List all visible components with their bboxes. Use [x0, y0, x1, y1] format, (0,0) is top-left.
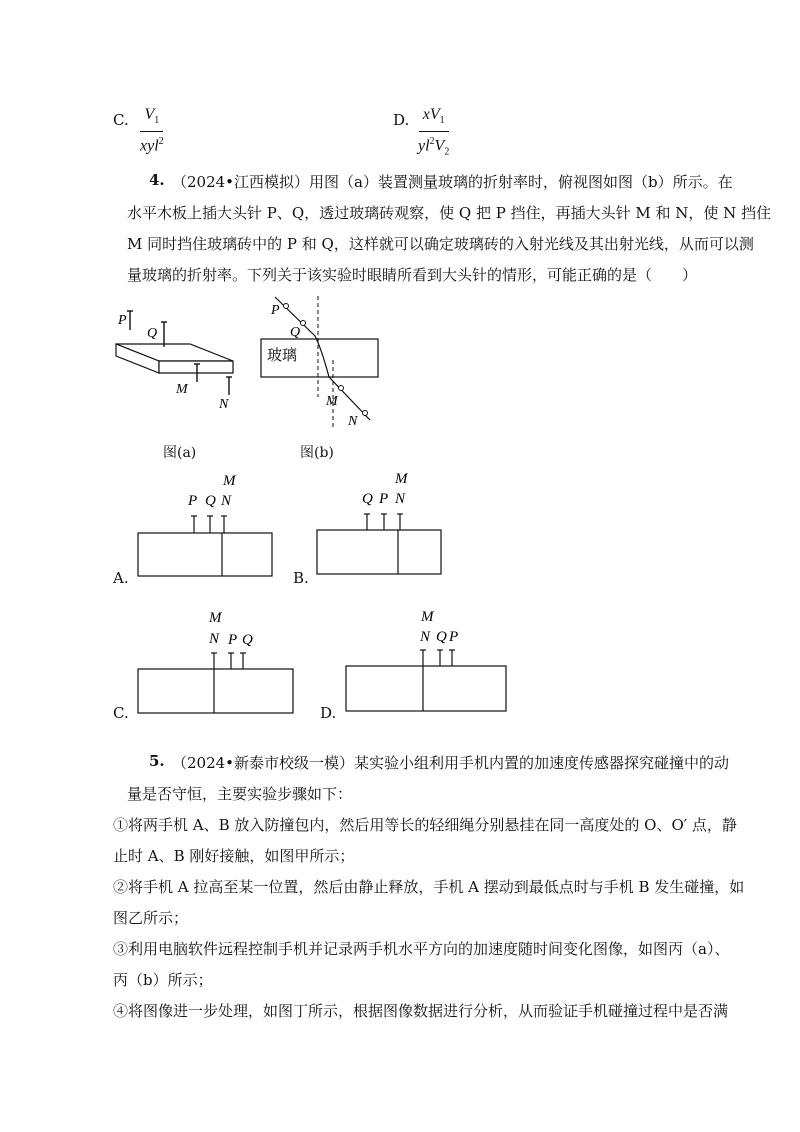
- pin-q-label: Q: [147, 326, 158, 341]
- d-den-b: V: [434, 137, 445, 155]
- d-top-label: M: [421, 609, 434, 625]
- c-top-label: M: [209, 610, 222, 626]
- q5-number: 5.: [149, 752, 165, 770]
- fig-b-n-label: N: [348, 414, 358, 429]
- q5-step-3-line-2: 丙（b）所示；: [113, 971, 213, 989]
- a-label-1: P: [188, 493, 198, 509]
- b-label-1: Q: [362, 491, 373, 507]
- q5-step-4-line-1: ④将图像进一步处理，如图丁所示，根据图像数据进行分析，从而验证手机碰撞过程中是否满: [113, 1002, 729, 1020]
- b-label-3: N: [395, 491, 406, 507]
- q5-step-3-line-1: ③利用电脑软件远程控制手机并记录两手机水平方向的加速度随时间变化图像，如图丙（a）、: [113, 940, 730, 958]
- c-label-3: Q: [242, 632, 253, 648]
- option-a-diagram: [135, 468, 280, 583]
- a-label-2: Q: [205, 493, 216, 509]
- option-c-label: C.: [113, 111, 129, 129]
- d-numerator: xV: [422, 106, 440, 123]
- option-a-label: A.: [113, 569, 129, 587]
- c-num-sub: 1: [154, 115, 160, 127]
- option-c-fraction: [136, 106, 168, 156]
- figure-a: [100, 300, 250, 420]
- q4-number: 4.: [149, 171, 165, 189]
- d-num-sub: 1: [439, 115, 445, 127]
- c-numerator: V: [144, 106, 155, 123]
- b-top-label: M: [395, 471, 408, 487]
- fig-b-q-label: Q: [290, 325, 301, 340]
- pin-m-label: M: [176, 382, 188, 397]
- q4-line-3: M 同时挡住玻璃砖中的 P 和 Q，这样就可以确定玻璃砖的入射光线及其出射光线，从而可以测: [127, 235, 754, 253]
- point-q: [301, 321, 306, 326]
- fig-b-caption: 图(b): [300, 445, 334, 461]
- point-n: [363, 411, 368, 416]
- q4-line-1: （2024•江西模拟）用图（a）装置测量玻璃的折射率时，俯视图如图（b）所示。在: [172, 173, 733, 191]
- fig-b-p-label: P: [271, 303, 280, 318]
- c-den-sup: 2: [158, 136, 164, 148]
- glass-block-front-face: [159, 361, 233, 373]
- point-m: [339, 386, 344, 391]
- d-den-sup: 2: [429, 136, 435, 148]
- option-b-label: B.: [293, 569, 309, 587]
- q5-step-1-line-1: ①将两手机 A、B 放入防撞包内，然后用等长的轻细绳分别悬挂在同一高度处的 O、O′ 点，静: [113, 816, 737, 834]
- pin-p-label: P: [118, 313, 127, 328]
- fig-a-caption: 图(a): [163, 445, 197, 461]
- option-d-fraction: [414, 106, 453, 162]
- fig-b-m-label: M: [326, 394, 338, 409]
- q5-line-1: （2024•新泰市校级一模）某实验小组利用手机内置的加速度传感器探究碰撞中的动: [172, 754, 730, 772]
- q5-step-1-line-2: 止时 A、B 刚好接触，如图甲所示；: [113, 847, 355, 865]
- q4-line-4: 量玻璃的折射率。下列关于该实验时眼睛所看到大头针的情形，可能正确的是（ ）: [127, 266, 698, 284]
- option-d2-label: D.: [320, 704, 337, 722]
- d-label-1: N: [420, 629, 431, 645]
- figure-b: [255, 292, 385, 432]
- d-label-2: Q: [436, 629, 447, 645]
- option-d-label: D.: [393, 111, 410, 129]
- q5-step-2-line-2: 图乙所示；: [113, 909, 189, 927]
- d-label-3: P: [449, 629, 459, 645]
- q5-line-2: 量是否守恒，主要实验步骤如下：: [127, 785, 353, 803]
- c-label-2: P: [228, 632, 238, 648]
- d-den-a: yl: [418, 137, 430, 155]
- c-denominator: xyl: [140, 137, 159, 155]
- option-c-diagram: [135, 603, 300, 718]
- q5-step-2-line-1: ②将手机 A 拉高至某一位置，然后由静止释放，手机 A 摆动到最低点时与手机 B 发生碰撞，如: [113, 878, 745, 896]
- option-d-diagram: [343, 603, 513, 718]
- pin-n-label: N: [219, 397, 229, 412]
- option-c2-label: C.: [113, 704, 129, 722]
- a-label-3: N: [221, 493, 232, 509]
- q4-line-2: 水平木板上插大头针 P、Q，透过玻璃砖观察，使 Q 把 P 挡住，再插大头针 M 和 N，使 N 挡住: [127, 204, 772, 222]
- option-b-diagram: [314, 468, 449, 583]
- d-den-sub: 2: [444, 146, 450, 158]
- point-p: [284, 304, 289, 309]
- a-top-label: M: [223, 473, 236, 489]
- glass-label: 玻璃: [267, 348, 298, 364]
- b-label-2: P: [379, 491, 389, 507]
- c-label-1: N: [209, 631, 220, 647]
